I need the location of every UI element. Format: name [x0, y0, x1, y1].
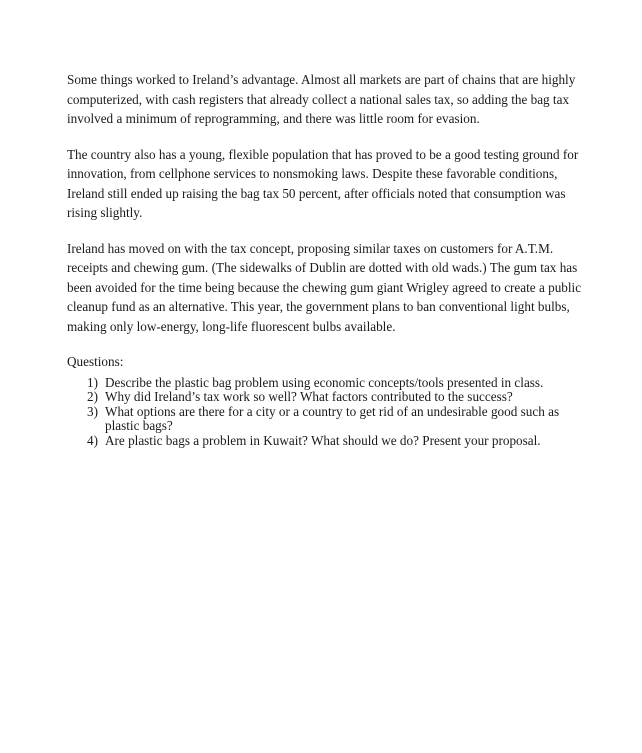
question-text: Why did Ireland’s tax work so well? What factors contributed to the success? [105, 389, 513, 405]
question-item [87, 405, 587, 434]
question-item [87, 376, 587, 391]
paragraph-2: The country also has a young, flexible population that has proved to be a good testing ground for innovation, from cellphone services to nonsmoking laws. Despite these favorable conditions, Ireland still ended up raising the bag tax 50 percent, after officials noted that consumption was rising slightly. [67, 146, 579, 220]
question-number: 3) [87, 403, 98, 419]
question-item [87, 434, 587, 449]
question-text: Are plastic bags a problem in Kuwait? What should we do? Present your proposal. [105, 432, 541, 448]
paragraph-1: Some things worked to Ireland’s advantage. Almost all markets are part of chains that are highly computerized, with cash registers that already collect a national sales tax, so adding the bag tax involved a minimum of reprogramming, and there was little room for evasion. [67, 72, 576, 126]
questions-heading: Questions: [67, 354, 124, 369]
document-page [67, 70, 587, 448]
paragraph-3: Ireland has moved on with the tax concept, proposing similar taxes on customers for A.T.M. receipts and chewing gum. (The sidewalks of Dublin are dotted with old wads.) The gum tax has been avoided for the time being because the chewing gum giant Wrigley agreed to create a public cleanup fund as an alternative. This year, the government plans to ban conventional light bulbs, making only low-energy, long-life fluorescent bulbs available. [67, 240, 582, 334]
question-item [87, 390, 587, 405]
question-text: What options are there for a city or a country to get rid of an undesirable good such as plastic bags? [105, 403, 560, 434]
questions-list [67, 376, 587, 449]
question-text: Describe the plastic bag problem using economic concepts/tools presented in class. [105, 374, 544, 390]
question-number: 4) [87, 432, 98, 448]
question-number: 2) [87, 389, 98, 405]
question-number: 1) [87, 374, 98, 390]
